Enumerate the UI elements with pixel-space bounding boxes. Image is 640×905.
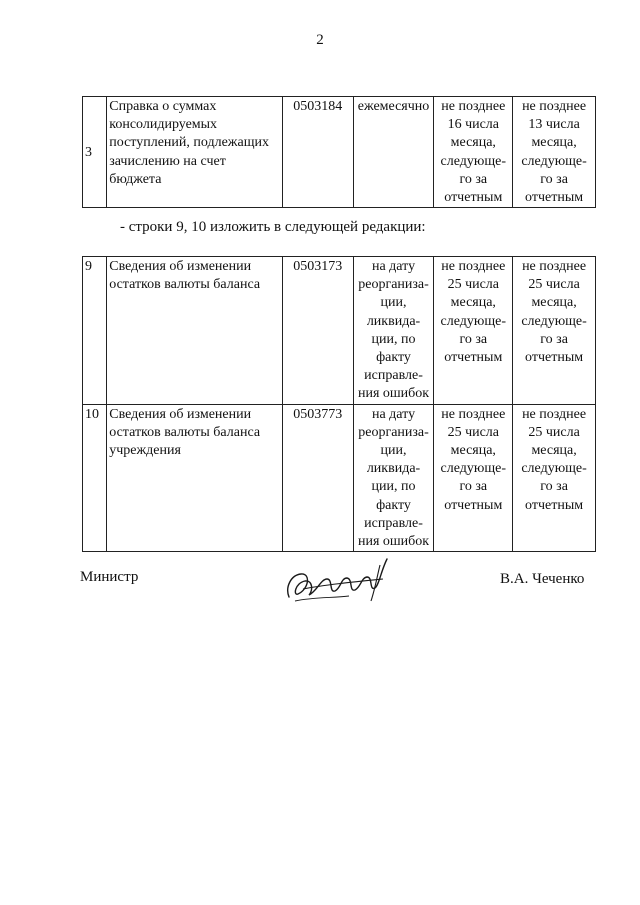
row-number: 3 bbox=[83, 97, 107, 208]
reports-table-row-3 bbox=[82, 96, 596, 208]
page-number: 2 bbox=[316, 32, 324, 48]
signature-icon bbox=[283, 551, 393, 606]
form-name: Справка о суммах консолидируемых поступлений, подлежащих зачислению на счет бюджета bbox=[107, 97, 283, 208]
table-row bbox=[83, 257, 596, 405]
row-number: 10 bbox=[83, 404, 107, 552]
form-code: 0503184 bbox=[282, 97, 353, 208]
report-period: ежемесячно bbox=[353, 97, 434, 208]
table-row bbox=[83, 404, 596, 552]
signatory-name: В.А. Чеченко bbox=[500, 571, 585, 587]
form-code: 0503173 bbox=[282, 257, 353, 405]
form-code: 0503773 bbox=[282, 404, 353, 552]
report-period: на дату реорганиза-ции, ликвида-ции, по факту исправле-ния ошибок bbox=[353, 404, 434, 552]
signatory-title: Министр bbox=[80, 569, 139, 585]
deadline-1: не позднее 16 числа месяца, следующе-го за отчетным bbox=[434, 97, 513, 208]
deadline-1: не позднее 25 числа месяца, следующе-го за отчетным bbox=[434, 257, 513, 405]
deadline-1: не позднее 25 числа месяца, следующе-го за отчетным bbox=[434, 404, 513, 552]
deadline-2: не позднее 25 числа месяца, следующе-го за отчетным bbox=[513, 404, 596, 552]
form-name: Сведения об изменении остатков валюты баланса bbox=[107, 257, 283, 405]
row-number: 9 bbox=[83, 257, 107, 405]
reports-table-rows-9-10 bbox=[82, 256, 596, 552]
deadline-2: не позднее 25 числа месяца, следующе-го за отчетным bbox=[513, 257, 596, 405]
amendment-note: - строки 9, 10 изложить в следующей редакции: bbox=[120, 219, 426, 235]
report-period: на дату реорганиза-ции, ликвида-ции, по факту исправле-ния ошибок bbox=[353, 257, 434, 405]
deadline-2: не позднее 13 числа месяца, следующе-го за отчетным bbox=[513, 97, 596, 208]
form-name: Сведения об изменении остатков валюты баланса учреждения bbox=[107, 404, 283, 552]
table-row bbox=[83, 97, 596, 208]
